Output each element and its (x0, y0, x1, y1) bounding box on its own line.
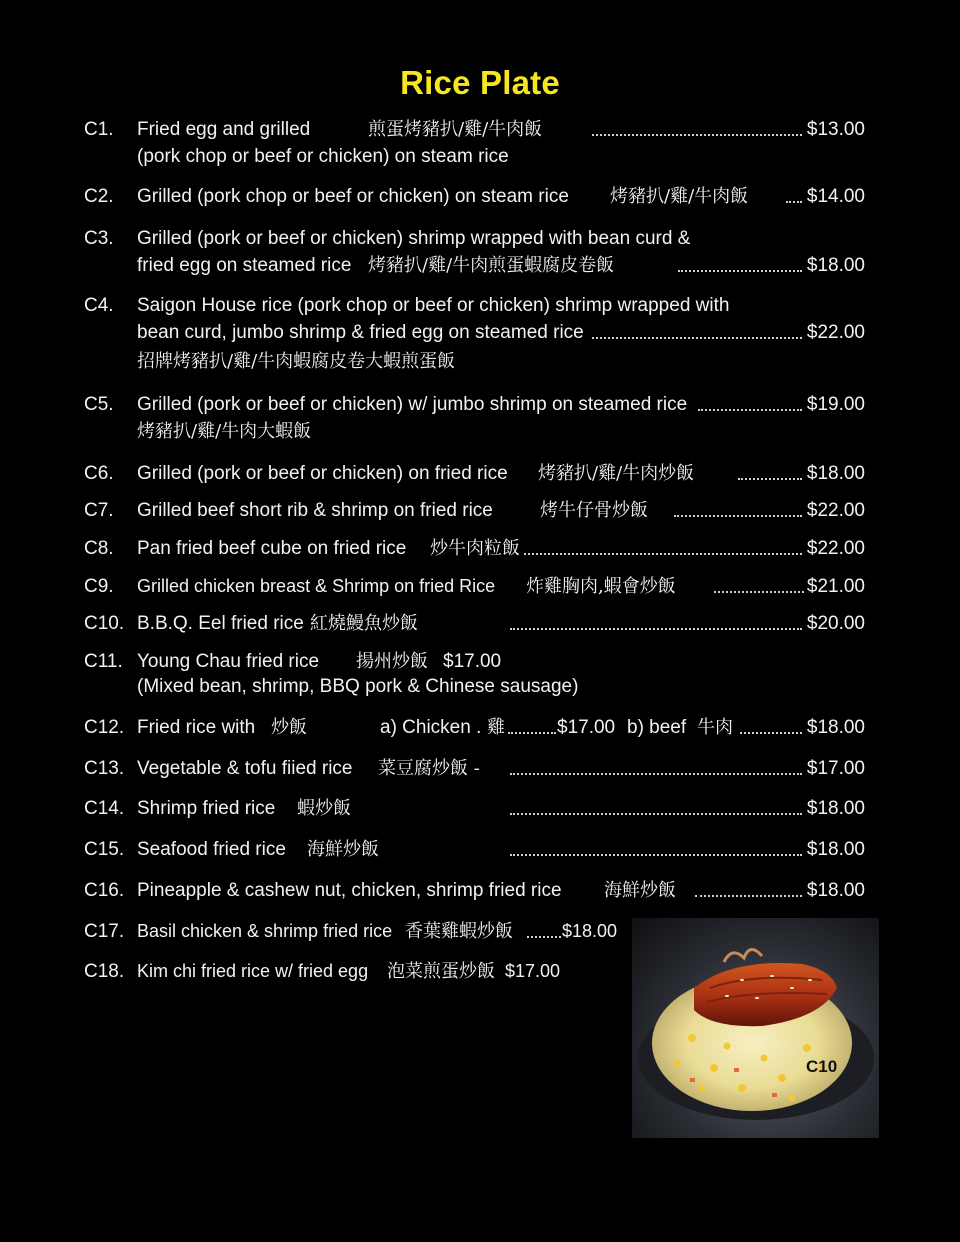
leader-dots (527, 911, 561, 938)
item-name: Grilled beef short rib & shrimp on fried rice (137, 500, 493, 521)
item-code: C15. (84, 839, 125, 860)
leader-dots (510, 829, 802, 856)
option-a-chinese: 雞 (487, 717, 505, 738)
item-chinese-name: 烤牛仔骨炒飯 (540, 500, 648, 521)
item-chinese-name: 海鮮炒飯 (307, 839, 379, 860)
item-code: C11. (84, 651, 123, 672)
item-price: $18.00 (806, 880, 865, 901)
item-price: $19.00 (806, 394, 865, 415)
item-chinese-name: 烤豬扒/雞/牛肉炒飯 (538, 463, 695, 484)
option-a-label: a) Chicken . (380, 717, 482, 738)
item-price: $18.00 (806, 798, 865, 819)
leader-dots (524, 528, 802, 555)
item-code: C9. (84, 576, 114, 597)
item-code: C2. (84, 186, 114, 207)
item-name: Pan fried beef cube on fried rice (137, 538, 407, 559)
item-description: bean curd, jumbo shrimp & fried egg on steamed rice (137, 322, 584, 343)
item-price: $21.00 (806, 576, 865, 597)
item-price: $17.00 (443, 651, 502, 672)
item-chinese-name: 炒牛肉粒飯 (430, 538, 520, 559)
item-code: C17. (84, 921, 125, 942)
bonito-flakes (724, 949, 762, 962)
item-name: Shrimp fried rice (137, 798, 276, 819)
item-description: (pork chop or beef or chicken) on steam rice (137, 146, 509, 167)
item-code: C18. (84, 961, 125, 982)
leader-dots (674, 490, 802, 517)
item-description: fried egg on steamed rice (137, 255, 352, 276)
item-price: $17.00 (505, 961, 561, 981)
leader-dots (786, 176, 802, 203)
item-code: C7. (84, 500, 114, 521)
item-name: Pineapple & cashew nut, chicken, shrimp fried rice (137, 880, 562, 901)
item-chinese-name: 招牌烤豬扒/雞/牛肉蝦腐皮卷大蝦煎蛋飯 (137, 351, 456, 372)
item-name: Fried egg and grilled (137, 119, 311, 140)
item-chinese-name: 炸雞胸肉,蝦會炒飯 (526, 576, 676, 597)
item-name: Grilled chicken breast & Shrimp on fried Rice (137, 576, 496, 596)
leader-dots (510, 748, 802, 775)
item-name: Seafood fried rice (137, 839, 286, 860)
item-code: C5. (84, 394, 114, 415)
item-name: Grilled (pork or beef or chicken) w/ jumbo shrimp on steamed rice (137, 394, 688, 415)
item-price: $18.00 (806, 255, 865, 276)
item-name: B.B.Q. Eel fried rice (137, 613, 304, 634)
item-chinese-name: 炒飯 (271, 717, 307, 738)
leader-dots (714, 566, 804, 593)
option-b-chinese: 牛肉 (697, 717, 733, 738)
item-price: $22.00 (806, 500, 865, 521)
leader-dots (698, 384, 802, 411)
item-price: $18.00 (806, 717, 865, 738)
item-code: C14. (84, 798, 125, 819)
item-code: C12. (84, 717, 125, 738)
item-name: Young Chau fried rice (137, 651, 320, 672)
eel-fried-rice-photo (632, 918, 879, 1138)
item-code: C4. (84, 295, 114, 316)
item-chinese-name: 煎蛋烤豬扒/雞/牛肉飯 (368, 119, 543, 140)
item-code: C10. (84, 613, 125, 634)
item-name: Grilled (pork or beef or chicken) on fried rice (137, 463, 508, 484)
item-price: $22.00 (806, 538, 865, 559)
leader-dots (678, 245, 802, 272)
leader-dots (592, 109, 802, 136)
item-code: C1. (84, 119, 114, 140)
item-price: $13.00 (806, 119, 865, 140)
leader-dots (738, 453, 802, 480)
item-price: $17.00 (806, 758, 865, 779)
leader-dots (592, 312, 802, 339)
item-name: Vegetable & tofu fiied rice (137, 758, 353, 779)
leader-dots (510, 603, 802, 630)
leader-dots (695, 870, 802, 897)
item-chinese-name: 烤豬扒/雞/牛肉飯 (610, 186, 749, 207)
food-illustration (632, 918, 879, 1138)
item-name: Kim chi fried rice w/ fried egg (137, 961, 369, 981)
item-chinese-name: 泡菜煎蛋炒飯 (387, 961, 495, 982)
item-price: $18.00 (562, 921, 618, 941)
menu-title: Rice Plate (400, 64, 560, 101)
item-chinese-name: 香葉雞蝦炒飯 (405, 921, 513, 942)
option-b-label: b) beef (627, 717, 687, 738)
item-chinese-name: 揚州炒飯 (356, 651, 428, 672)
item-code: C6. (84, 463, 114, 484)
item-code: C8. (84, 538, 114, 559)
item-price: $18.00 (806, 839, 865, 860)
item-price: $20.00 (806, 613, 865, 634)
item-chinese-name: 蝦炒飯 (297, 798, 351, 819)
item-price: $14.00 (806, 186, 865, 207)
item-name: Fried rice with (137, 717, 256, 738)
item-code: C3. (84, 228, 114, 249)
item-chinese-name: 烤豬扒/雞/牛肉煎蛋蝦腐皮卷飯 (368, 255, 615, 276)
item-chinese-name: 菜豆腐炒飯 - (378, 758, 480, 779)
leader-dots (508, 707, 556, 734)
item-price: $18.00 (806, 463, 865, 484)
item-code: C13. (84, 758, 125, 779)
leader-dots (740, 707, 802, 734)
option-a-price: $17.00 (557, 717, 616, 738)
photo-label: C10 (806, 1057, 838, 1076)
item-chinese-name: 紅燒鰻魚炒飯 (310, 613, 418, 634)
item-price: $22.00 (806, 322, 865, 343)
item-name: Grilled (pork chop or beef or chicken) on steam rice (137, 186, 569, 207)
item-name: Saigon House rice (pork chop or beef or chicken) shrimp wrapped with (137, 295, 730, 316)
item-name: Basil chicken & shrimp fried rice (137, 921, 393, 941)
item-chinese-name: 烤豬扒/雞/牛肉大蝦飯 (137, 421, 312, 442)
item-code: C16. (84, 880, 125, 901)
item-chinese-name: 海鮮炒飯 (604, 880, 676, 901)
item-description: (Mixed bean, shrimp, BBQ pork & Chinese sausage) (137, 676, 579, 697)
item-name: Grilled (pork or beef or chicken) shrimp wrapped with bean curd & (137, 228, 691, 249)
leader-dots (510, 788, 802, 815)
